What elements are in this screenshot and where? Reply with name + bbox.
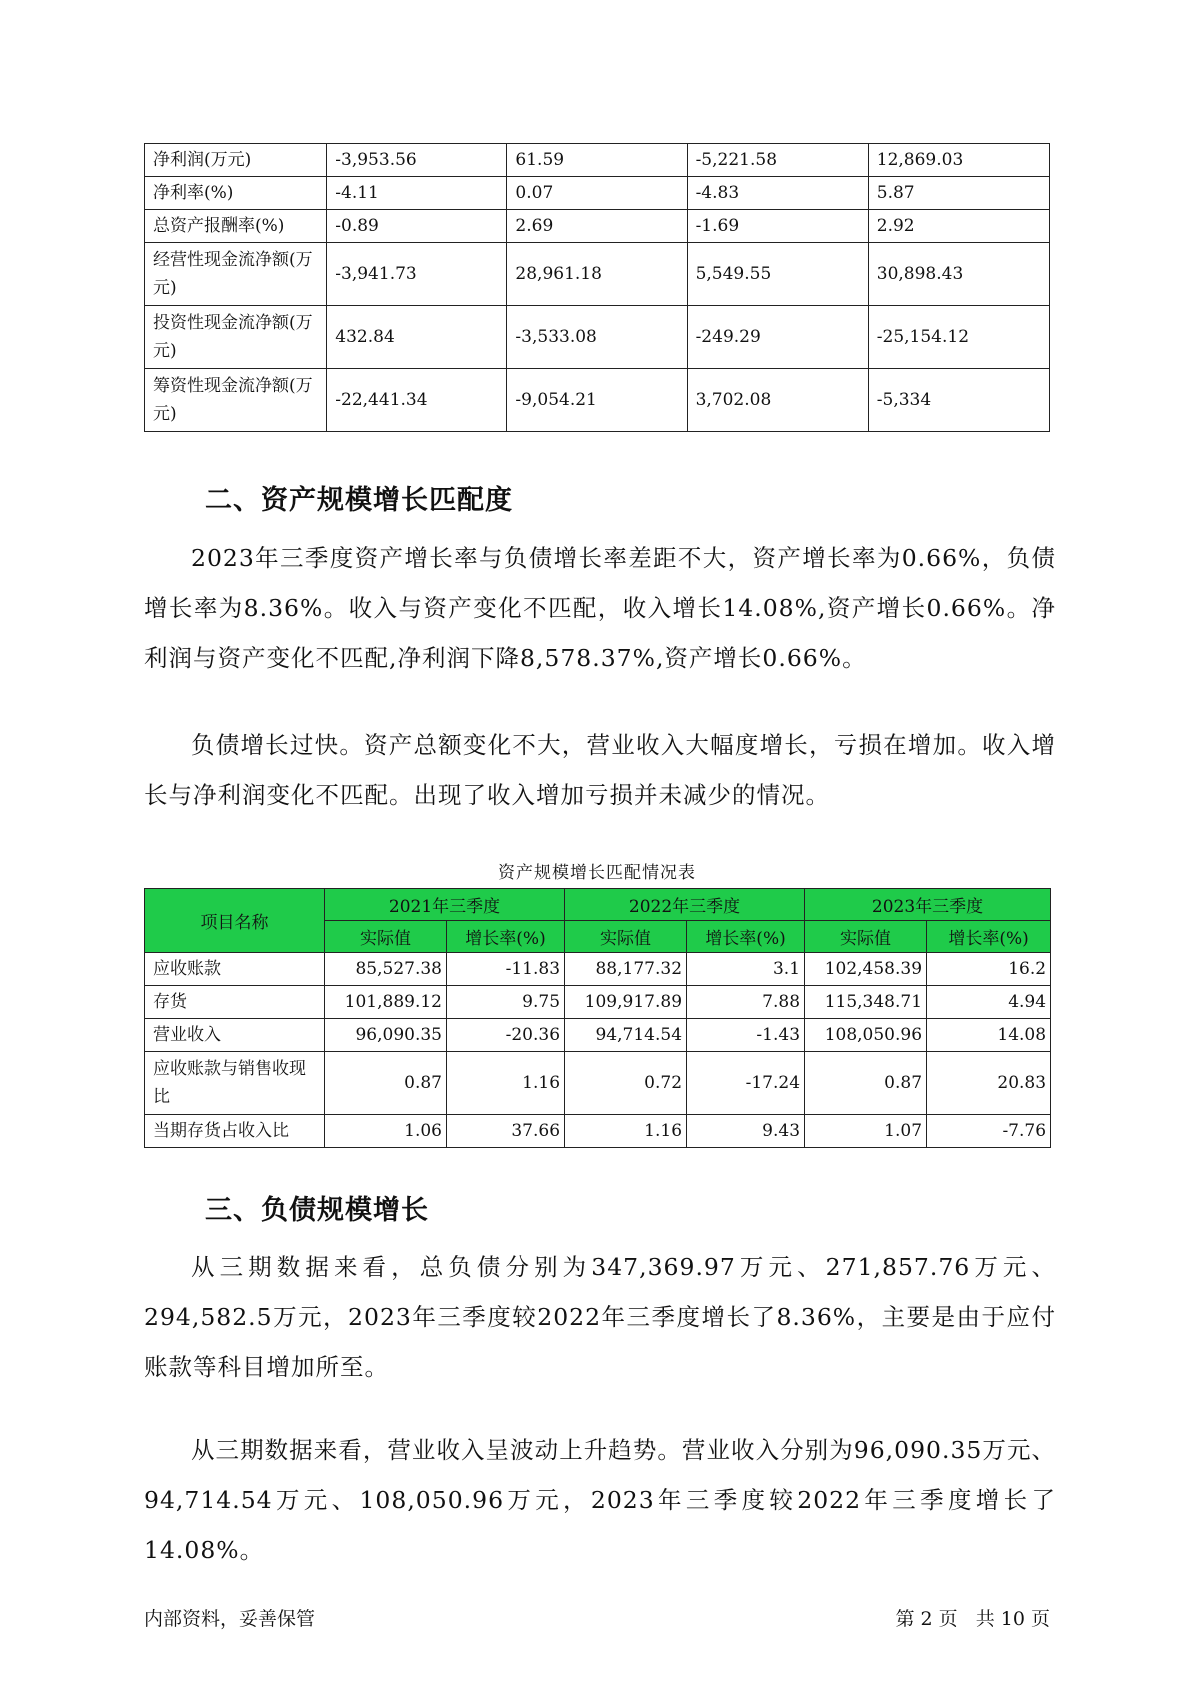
table-caption: 资产规模增长匹配情况表 <box>498 863 696 883</box>
table-cell: -25,154.12 <box>868 306 1049 369</box>
table-cell: -5,221.58 <box>687 144 868 177</box>
column-header-actual: 实际值 <box>805 921 927 953</box>
table-cell: 0.07 <box>507 177 687 210</box>
column-header-growth: 增长率(%) <box>447 921 565 953</box>
table-cell: 37.66 <box>447 1115 565 1148</box>
table-cell: 28,961.18 <box>507 243 687 306</box>
table-cell: 85,527.38 <box>325 953 447 986</box>
table-cell: 1.07 <box>805 1115 927 1148</box>
table-cell: 16.2 <box>927 953 1051 986</box>
paragraph: 从三期数据来看，总负债分别为347,369.97万元、271,857.76万元、294,582.5万元，2023年三季度较2022年三季度增长了8.36%，主要是由于应付账款等科目增加所至。 <box>144 1253 1056 1381</box>
table-cell: 101,889.12 <box>325 986 447 1019</box>
table-cell: 115,348.71 <box>805 986 927 1019</box>
table-cell: 108,050.96 <box>805 1019 927 1052</box>
table-header-row <box>145 889 1051 921</box>
table-cell: 0.72 <box>565 1052 687 1115</box>
table-cell: 102,458.39 <box>805 953 927 986</box>
column-header-period: 2022年三季度 <box>565 889 805 921</box>
table-cell: -1.43 <box>687 1019 805 1052</box>
table-row <box>145 953 1051 986</box>
table-cell: -7.76 <box>927 1115 1051 1148</box>
column-header-period: 2021年三季度 <box>325 889 565 921</box>
table-cell: 9.43 <box>687 1115 805 1148</box>
section-heading-liability-growth: 三、负债规模增长 <box>205 1195 429 1226</box>
table-cell: 2.69 <box>507 210 687 243</box>
table-cell: 3,702.08 <box>687 369 868 432</box>
table-cell: -0.89 <box>327 210 507 243</box>
row-label: 当期存货占收入比 <box>145 1115 325 1148</box>
table-cell: -3,953.56 <box>327 144 507 177</box>
table-cell: 109,917.89 <box>565 986 687 1019</box>
table-cell: -22,441.34 <box>327 369 507 432</box>
table-cell: 0.87 <box>805 1052 927 1115</box>
table-cell: -20.36 <box>447 1019 565 1052</box>
table-cell: 5,549.55 <box>687 243 868 306</box>
table-cell: 1.06 <box>325 1115 447 1148</box>
table-cell: 30,898.43 <box>868 243 1049 306</box>
table-cell: 2.92 <box>868 210 1049 243</box>
table-cell: 432.84 <box>327 306 507 369</box>
table-cell: -1.69 <box>687 210 868 243</box>
table-cell: 1.16 <box>565 1115 687 1148</box>
table-row <box>145 306 1050 369</box>
row-label: 经营性现金流净额(万元) <box>145 243 327 306</box>
row-label: 应收账款与销售收现比 <box>145 1052 325 1115</box>
table-cell: -4.83 <box>687 177 868 210</box>
table-cell: 7.88 <box>687 986 805 1019</box>
paragraph: 从三期数据来看，营业收入呈波动上升趋势。营业收入分别为96,090.35万元、94,714.54万元、108,050.96万元，2023年三季度较2022年三季度增长了14.08%。 <box>144 1436 1056 1564</box>
table-cell: 96,090.35 <box>325 1019 447 1052</box>
row-label: 投资性现金流净额(万元) <box>145 306 327 369</box>
row-label: 总资产报酬率(%) <box>145 210 327 243</box>
table-row <box>145 1052 1051 1115</box>
row-label: 净利率(%) <box>145 177 327 210</box>
table-cell: 14.08 <box>927 1019 1051 1052</box>
paragraph: 2023年三季度资产增长率与负债增长率差距不大，资产增长率为0.66%，负债增长率为8.36%。收入与资产变化不匹配，收入增长14.08%,资产增长0.66%。净利润与资产变化不匹配,净利润下降8,578.37%,资产增长0.66%。 <box>144 544 1056 672</box>
column-header-actual: 实际值 <box>565 921 687 953</box>
column-header-growth: 增长率(%) <box>927 921 1051 953</box>
table-cell: -4.11 <box>327 177 507 210</box>
table-cell: 88,177.32 <box>565 953 687 986</box>
table-cell: 61.59 <box>507 144 687 177</box>
table-cell: 12,869.03 <box>868 144 1049 177</box>
table-row <box>145 210 1050 243</box>
table-row <box>145 177 1050 210</box>
column-header-item: 项目名称 <box>145 889 325 953</box>
row-label: 应收账款 <box>145 953 325 986</box>
row-label: 筹资性现金流净额(万元) <box>145 369 327 432</box>
row-label: 营业收入 <box>145 1019 325 1052</box>
paragraph: 负债增长过快。资产总额变化不大，营业收入大幅度增长，亏损在增加。收入增长与净利润变化不匹配。出现了收入增加亏损并未减少的情况。 <box>144 731 1056 809</box>
table-cell: 0.87 <box>325 1052 447 1115</box>
table-cell: -17.24 <box>687 1052 805 1115</box>
table-cell: 20.83 <box>927 1052 1051 1115</box>
table-row <box>145 369 1050 432</box>
table-row <box>145 986 1051 1019</box>
row-label: 存货 <box>145 986 325 1019</box>
column-header-actual: 实际值 <box>325 921 447 953</box>
table-cell: 9.75 <box>447 986 565 1019</box>
table-cell: -249.29 <box>687 306 868 369</box>
table-row <box>145 144 1050 177</box>
table-cell: 4.94 <box>927 986 1051 1019</box>
table-cell: 3.1 <box>687 953 805 986</box>
financial-metrics-table <box>144 143 1050 432</box>
row-label: 净利润(万元) <box>145 144 327 177</box>
asset-growth-match-table <box>144 888 1051 1148</box>
table-cell: -3,941.73 <box>327 243 507 306</box>
table-row <box>145 1019 1051 1052</box>
table-row <box>145 243 1050 306</box>
footer-page-number: 第 2 页 共 10 页 <box>895 1608 1050 1630</box>
table-cell: 94,714.54 <box>565 1019 687 1052</box>
table-cell: -9,054.21 <box>507 369 687 432</box>
table-cell: 1.16 <box>447 1052 565 1115</box>
column-header-growth: 增长率(%) <box>687 921 805 953</box>
footer-confidential-note: 内部资料，妥善保管 <box>144 1608 316 1630</box>
table-cell: 5.87 <box>868 177 1049 210</box>
section-heading-asset-growth: 二、资产规模增长匹配度 <box>205 485 513 516</box>
table-cell: -3,533.08 <box>507 306 687 369</box>
table-cell: -11.83 <box>447 953 565 986</box>
table-row <box>145 1115 1051 1148</box>
column-header-period: 2023年三季度 <box>805 889 1051 921</box>
table-cell: -5,334 <box>868 369 1049 432</box>
